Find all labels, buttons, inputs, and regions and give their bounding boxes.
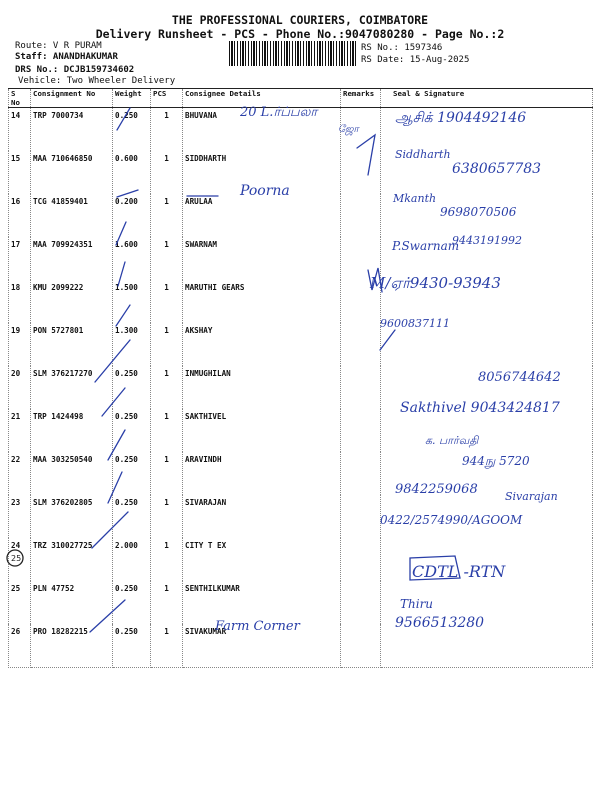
cell-consignment: MAA 710646850 — [31, 151, 113, 194]
vehicle-label: Vehicle: Two Wheeler Delivery — [18, 76, 176, 86]
signature-text: 9443191992 — [452, 234, 522, 247]
cell-remarks — [341, 452, 381, 495]
cell-consignee: INMUGHILAN — [183, 366, 341, 409]
table-row — [9, 280, 593, 323]
barcode-image — [229, 41, 356, 66]
col-remarks: Remarks — [341, 89, 381, 108]
runsheet-table — [8, 88, 593, 668]
cell-consignee: AKSHAY — [183, 323, 341, 366]
handwritten-note: ஜோ — [338, 124, 359, 135]
drs-label: DRS No.: DCJB159734602 — [15, 65, 135, 75]
cell-signature — [381, 452, 593, 495]
cell-remarks — [341, 280, 381, 323]
cell-signature — [381, 194, 593, 237]
runsheet-subtitle: Delivery Runsheet - PCS - Phone No.:9047080280 - Page No.:2 — [95, 27, 505, 41]
table-row — [9, 409, 593, 452]
table-row — [9, 151, 593, 194]
cell-sno: 14 — [9, 108, 31, 152]
signature-text: Siddharth — [395, 148, 451, 161]
cell-signature — [381, 581, 593, 624]
cell-pcs: 1 — [151, 581, 183, 624]
cell-signature — [381, 323, 593, 366]
cell-consignment: TRP 7000734 — [31, 108, 113, 152]
signature-text: Sivarajan — [505, 490, 558, 503]
cell-weight: 0.250 — [113, 366, 151, 409]
cell-consignee: SIDDHARTH — [183, 151, 341, 194]
table-row — [9, 538, 593, 581]
signature-text: Sakthivel 9043424817 — [400, 400, 560, 416]
cell-consignment: PON 5727801 — [31, 323, 113, 366]
cell-pcs: 1 — [151, 538, 183, 581]
cell-consignment: TCG 41859401 — [31, 194, 113, 237]
cell-remarks — [341, 323, 381, 366]
cell-consignee: SENTHILKUMAR — [183, 581, 341, 624]
table-row — [9, 237, 593, 280]
cell-signature — [381, 538, 593, 581]
cell-remarks — [341, 366, 381, 409]
handwritten-note: Farm Corner — [215, 619, 300, 634]
cell-consignee: CITY T EX — [183, 538, 341, 581]
cell-signature — [381, 495, 593, 538]
table-row — [9, 581, 593, 624]
cell-pcs: 1 — [151, 323, 183, 366]
col-consignee: Consignee Details — [183, 89, 341, 108]
cell-pcs: 1 — [151, 366, 183, 409]
col-consignment: Consignment No — [31, 89, 113, 108]
cell-consignment: PLN 47752 — [31, 581, 113, 624]
cell-consignee: SIVAKUMAR — [183, 624, 341, 668]
cell-weight: 0.200 — [113, 194, 151, 237]
cell-consignment: PRO 18282215 — [31, 624, 113, 668]
table-header-row — [9, 89, 593, 108]
cell-weight: 1.300 — [113, 323, 151, 366]
col-weight: Weight — [113, 89, 151, 108]
cell-sno: 23 — [9, 495, 31, 538]
cell-weight: 0.250 — [113, 495, 151, 538]
cell-signature — [381, 280, 593, 323]
cell-sno: 18 — [9, 280, 31, 323]
circled-sno: 25 — [11, 554, 22, 563]
col-sno: S No — [9, 89, 31, 108]
cell-weight: 0.600 — [113, 151, 151, 194]
table-row — [9, 495, 593, 538]
cell-weight: 0.250 — [113, 624, 151, 668]
cell-pcs: 1 — [151, 280, 183, 323]
table-row — [9, 452, 593, 495]
cell-consignment: SLM 376217270 — [31, 366, 113, 409]
cell-pcs: 1 — [151, 624, 183, 668]
cell-consignment: TRP 1424498 — [31, 409, 113, 452]
cell-weight: 0.250 — [113, 581, 151, 624]
signature-text: M/ஏர்9430-93943 — [370, 274, 501, 292]
cell-remarks — [341, 194, 381, 237]
cell-remarks — [341, 624, 381, 668]
cell-consignment: KMU 2099222 — [31, 280, 113, 323]
col-signature: Seal & Signature — [381, 89, 593, 108]
cell-signature — [381, 624, 593, 668]
cell-weight: 1.600 — [113, 237, 151, 280]
signature-text: க. பார்வதி — [425, 434, 479, 447]
cell-pcs: 1 — [151, 194, 183, 237]
staff-label: Staff: ANANDHAKUMAR — [15, 52, 118, 62]
table-row — [9, 624, 593, 668]
signature-text: CDTL -RTN — [412, 562, 506, 581]
table-row — [9, 366, 593, 409]
cell-signature — [381, 409, 593, 452]
cell-remarks — [341, 151, 381, 194]
cell-consignment: TRZ 310027725 — [31, 538, 113, 581]
col-pcs: PCS — [151, 89, 183, 108]
route-label: Route: V R PURAM — [15, 41, 102, 51]
cell-sno: 22 — [9, 452, 31, 495]
signature-text: 9600837111 — [380, 317, 450, 330]
cell-signature — [381, 237, 593, 280]
cell-consignee: ARAVINDH — [183, 452, 341, 495]
signature-text: P.Swarnam — [392, 239, 460, 253]
cell-remarks — [341, 495, 381, 538]
cell-weight: 0.250 — [113, 108, 151, 152]
company-title: THE PROFESSIONAL COURIERS, COIMBATORE — [171, 13, 429, 27]
cell-pcs: 1 — [151, 237, 183, 280]
cell-consignee: BHUVANA — [183, 108, 341, 152]
cell-sno: 21 — [9, 409, 31, 452]
cell-signature — [381, 366, 593, 409]
signature-text: 0422/2574990/AGOOM — [380, 513, 523, 527]
cell-consignee: SAKTHIVEL — [183, 409, 341, 452]
cell-consignee: ARULAA — [183, 194, 341, 237]
signature-text: 9698070506 — [440, 205, 517, 219]
signature-text: Mkanth — [393, 192, 437, 205]
handwritten-note: 20 L.ர்ப்பலா — [240, 105, 318, 120]
signature-text: 9566513280 — [395, 615, 485, 631]
cell-remarks — [341, 409, 381, 452]
rs-date-label: RS Date: 15-Aug-2025 — [361, 55, 470, 65]
cell-remarks — [341, 108, 381, 152]
cell-remarks — [341, 237, 381, 280]
cell-pcs: 1 — [151, 151, 183, 194]
cell-sno: 16 — [9, 194, 31, 237]
cell-sno: 20 — [9, 366, 31, 409]
rs-no-label: RS No.: 1597346 — [361, 43, 443, 53]
cell-consignment: MAA 303250540 — [31, 452, 113, 495]
cell-sno: 19 — [9, 323, 31, 366]
cell-weight: 0.250 — [113, 452, 151, 495]
cell-consignee: SWARNAM — [183, 237, 341, 280]
signature-text: Thiru — [400, 597, 434, 611]
signature-text: 9842259068 — [395, 482, 478, 497]
cell-consignee: MARUTHI GEARS — [183, 280, 341, 323]
cell-pcs: 1 — [151, 495, 183, 538]
cell-consignment: SLM 376202805 — [31, 495, 113, 538]
cell-pcs: 1 — [151, 108, 183, 152]
signature-text: 6380657783 — [452, 161, 542, 177]
cell-consignment: MAA 709924351 — [31, 237, 113, 280]
signature-text: 8056744642 — [478, 370, 561, 385]
cell-signature — [381, 108, 593, 152]
table-row — [9, 108, 593, 152]
cell-pcs: 1 — [151, 409, 183, 452]
cell-sno: 17 — [9, 237, 31, 280]
cell-consignee: SIVARAJAN — [183, 495, 341, 538]
cell-pcs: 1 — [151, 452, 183, 495]
signature-text: ஆசிக் 1904492146 — [395, 110, 527, 126]
cell-weight: 2.000 — [113, 538, 151, 581]
cell-sno: 25 — [9, 581, 31, 624]
cell-remarks — [341, 538, 381, 581]
cell-weight: 0.250 — [113, 409, 151, 452]
signature-text: 944நு 5720 — [462, 454, 530, 468]
table-row — [9, 194, 593, 237]
cell-sno: 24 — [9, 538, 31, 581]
cell-signature — [381, 151, 593, 194]
handwritten-note: Poorna — [240, 183, 290, 199]
cell-sno: 26 — [9, 624, 31, 668]
cell-weight: 1.500 — [113, 280, 151, 323]
cell-remarks — [341, 581, 381, 624]
cell-sno: 15 — [9, 151, 31, 194]
table-row — [9, 323, 593, 366]
